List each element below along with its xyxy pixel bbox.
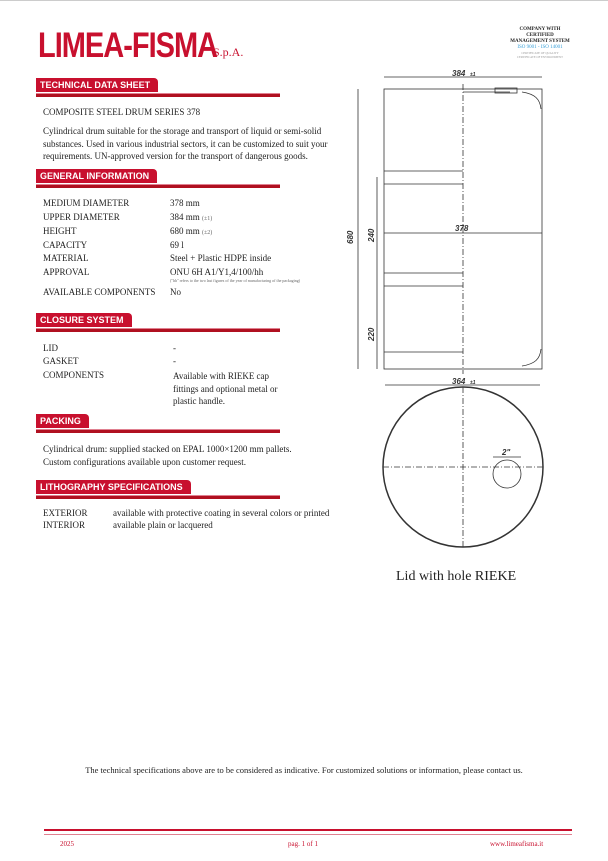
value: -	[173, 356, 176, 366]
section-general	[36, 169, 280, 197]
label: MEDIUM DIAMETER	[43, 198, 130, 208]
label: AVAILABLE COMPONENTS	[43, 287, 156, 297]
section-title: PACKING	[36, 414, 89, 428]
label: CAPACITY	[43, 240, 88, 250]
divider	[44, 834, 572, 835]
footer-year: 2025	[60, 840, 74, 848]
certification-badge	[495, 27, 585, 59]
dim-bottom: 364	[452, 377, 466, 386]
value	[170, 253, 271, 263]
value: available plain or lacquered	[113, 520, 213, 530]
divider	[44, 829, 572, 831]
label: MATERIAL	[43, 253, 89, 263]
section-title: CLOSURE SYSTEM	[36, 313, 132, 327]
tolerance: (±1)	[202, 216, 213, 222]
label: GASKET	[43, 356, 79, 366]
dim-hole: 2"	[502, 448, 511, 457]
section-closure	[36, 313, 280, 341]
logo-suffix: S.p.A.	[213, 45, 244, 59]
footer-website[interactable]: www.limeafisma.it	[490, 840, 544, 848]
section-packing	[36, 414, 280, 442]
value-text: Steel + Plastic HDPE inside	[170, 253, 272, 263]
section-litho	[36, 480, 280, 508]
dim-mid: 378	[455, 224, 469, 233]
value-text: 680 mm	[170, 226, 200, 236]
packing-text: Cylindrical drum: supplied stacked on EPAL 1000×1200 mm pallets. Custom configurations available upon customer request.	[43, 444, 292, 467]
product-description: Cylindrical drum suitable for the storage and transport of liquid or semi-solid substances. Used in various industrial sectors, it can be customized to suit your requirements. UN-approved version for the transport of dangerous goods.	[43, 126, 328, 161]
value: -	[173, 343, 176, 353]
value	[170, 287, 181, 297]
value	[170, 226, 212, 236]
value	[170, 267, 263, 277]
label: INTERIOR	[43, 520, 85, 530]
value	[170, 240, 184, 250]
company-logo: LIMEA-FISMA	[38, 27, 218, 66]
product-title: COMPOSITE STEEL DRUM SERIES 378	[43, 107, 201, 117]
cert-standards: ISO 9001 - ISO 14001	[517, 45, 563, 50]
value-text: 378 mm	[170, 198, 200, 208]
cert-line: COMPANY WITH	[519, 27, 561, 32]
dim-height: 680	[346, 230, 355, 244]
cert-small: CERTIFICATE OF QUALITY	[521, 51, 559, 55]
tol: ±1	[470, 72, 476, 78]
drum-drawing	[340, 69, 580, 599]
label: HEIGHT	[43, 226, 77, 236]
cert-small: CERTIFICATE OF ENVIRONMENT	[517, 55, 563, 59]
value-text: No	[170, 287, 181, 297]
value-text: 69 l	[170, 240, 184, 250]
value	[170, 198, 200, 208]
label: UPPER DIAMETER	[43, 212, 120, 222]
footer-page: pag. 1 of 1	[288, 840, 318, 848]
tol: ±1	[470, 380, 476, 386]
dim-lower: 220	[367, 327, 376, 341]
value-text: ONU 6H A1/Y1,4/100/hh	[170, 267, 264, 277]
label: LID	[43, 343, 58, 353]
section-title: GENERAL INFORMATION	[36, 169, 157, 183]
value: available with protective coating in several colors or printed	[113, 508, 330, 518]
section-title: LITHOGRAPHY SPECIFICATIONS	[36, 480, 191, 494]
dim-top: 384	[452, 69, 466, 78]
cert-line: CERTIFIED	[526, 33, 554, 38]
tolerance: (±2)	[202, 230, 213, 236]
disclaimer: The technical specifications above are to be considered as indicative. For customized solutions or information, please contact us.	[85, 765, 523, 775]
label: APPROVAL	[43, 267, 90, 277]
value-text: 384 mm	[170, 212, 200, 222]
value	[170, 212, 212, 222]
section-technical	[36, 78, 280, 106]
approval-note: ("hh" refers to the two last figures of the year of manufacturing of the packaging)	[170, 278, 301, 283]
label: EXTERIOR	[43, 508, 88, 518]
cert-line: MANAGEMENT SYSTEM	[510, 39, 570, 44]
drawing-caption: Lid with hole RIEKE	[396, 569, 517, 584]
label: COMPONENTS	[43, 370, 105, 380]
section-title: TECHNICAL DATA SHEET	[36, 78, 158, 92]
value: Available with RIEKE cap fittings and optional metal or plastic handle.	[173, 371, 278, 406]
dim-upper: 240	[367, 228, 376, 242]
